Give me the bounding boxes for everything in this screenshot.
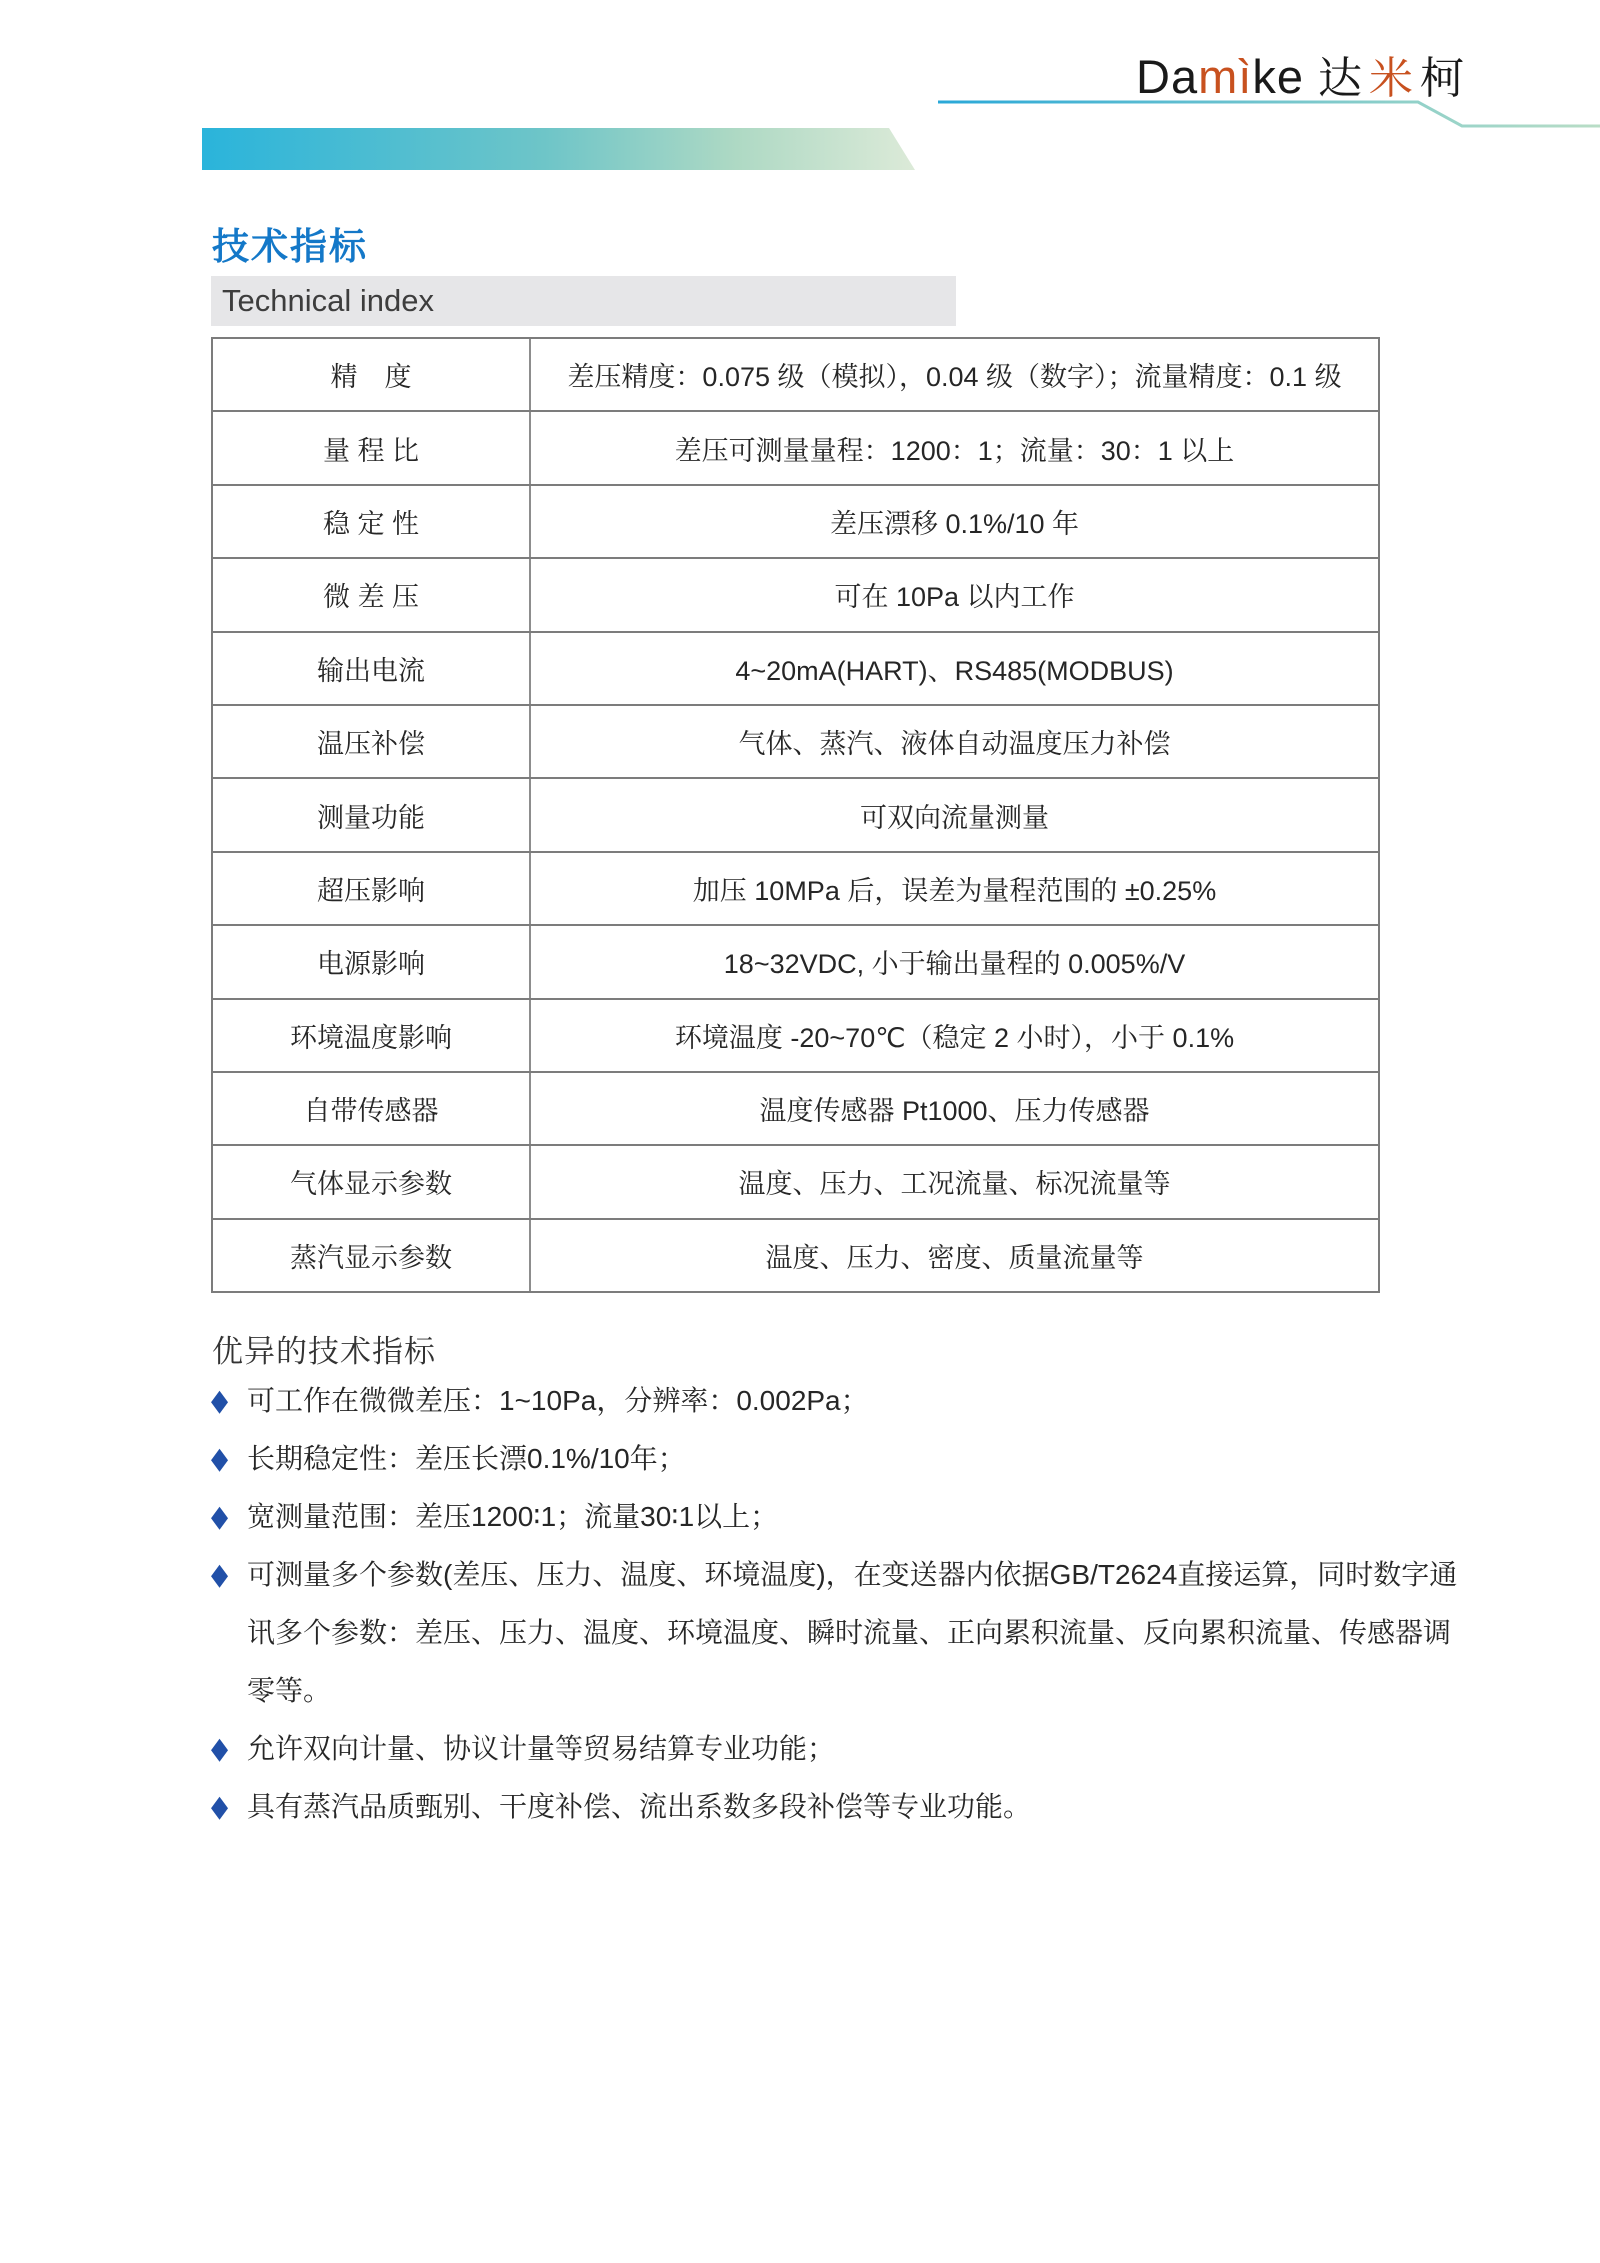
spec-label: 精 度 xyxy=(213,339,531,410)
feature-text: 可工作在微微差压：1~10Pa，分辨率：0.002Pa； xyxy=(247,1385,869,1416)
spec-table xyxy=(211,337,1380,1293)
feature-text: 允许双向计量、协议计量等贸易结算专业功能； xyxy=(247,1733,836,1764)
table-row xyxy=(213,486,1378,559)
diamond-bullet-icon: ◆ xyxy=(211,1442,229,1475)
spec-value: 差压漂移 0.1%/10 年 xyxy=(829,508,1080,539)
spec-label: 电源影响 xyxy=(213,926,531,997)
spec-label: 稳 定 性 xyxy=(213,486,531,557)
feature-item xyxy=(211,1488,1463,1546)
table-row xyxy=(213,339,1378,412)
banner-stripe xyxy=(202,128,915,170)
spec-label: 蒸汽显示参数 xyxy=(213,1220,531,1291)
table-row xyxy=(213,412,1378,485)
spec-value: 差压可测量量程：1200：1；流量：30：1 以上 xyxy=(674,435,1235,466)
logo-latin-suffix: ke xyxy=(1252,50,1304,103)
page-subtitle-band xyxy=(211,276,956,326)
logo-cn-accent: 米 xyxy=(1368,54,1420,103)
table-row xyxy=(213,1146,1378,1219)
feature-item xyxy=(211,1720,1463,1778)
logo-latin-prefix: Da xyxy=(1136,50,1199,103)
diamond-bullet-icon: ◆ xyxy=(211,1500,229,1533)
spec-label: 超压影响 xyxy=(213,853,531,924)
feature-text: 长期稳定性：差压长漂0.1%/10年； xyxy=(247,1443,686,1474)
spec-value: 可在 10Pa 以内工作 xyxy=(834,582,1075,613)
logo-cn-suffix: 柯 xyxy=(1419,54,1471,103)
table-row xyxy=(213,779,1378,852)
table-row xyxy=(213,633,1378,706)
spec-value: 4~20mA(HART)、RS485(MODBUS) xyxy=(735,655,1174,686)
features-heading: 优异的技术指标 xyxy=(212,1334,436,1369)
diamond-bullet-icon: ◆ xyxy=(211,1558,229,1591)
diamond-bullet-icon: ◆ xyxy=(211,1384,229,1417)
spec-label: 量 程 比 xyxy=(213,412,531,483)
table-row xyxy=(213,706,1378,779)
feature-text: 具有蒸汽品质甄别、干度补偿、流出系数多段补偿等专业功能。 xyxy=(247,1791,1032,1822)
logo-chinese xyxy=(1318,42,1471,106)
feature-item xyxy=(211,1430,1463,1488)
feature-list xyxy=(211,1372,1463,1836)
spec-label: 测量功能 xyxy=(213,779,531,850)
logo-latin-accent: mì xyxy=(1198,50,1253,103)
page-title: 技术指标 xyxy=(212,226,368,267)
spec-value: 温度传感器 Pt1000、压力传感器 xyxy=(759,1096,1150,1127)
brand-logo xyxy=(1136,42,1471,106)
feature-text: 宽测量范围：差压1200∶1；流量30∶1以上； xyxy=(247,1501,779,1532)
table-row xyxy=(213,1073,1378,1146)
spec-value: 温度、压力、密度、质量流量等 xyxy=(765,1242,1144,1273)
table-row xyxy=(213,926,1378,999)
table-row xyxy=(213,1000,1378,1073)
feature-text: 可测量多个参数(差压、压力、温度、环境温度)，在变送器内依据GB/T2624直接运算，同时数字通讯多个参数：差压、压力、温度、环境温度、瞬时流量、正向累积流量、反向累积流量、传感器调零等。 xyxy=(247,1559,1458,1706)
table-row xyxy=(213,559,1378,632)
table-row xyxy=(213,853,1378,926)
spec-value: 可双向流量测量 xyxy=(860,802,1049,833)
spec-label: 微 差 压 xyxy=(213,559,531,630)
logo-cn-prefix: 达 xyxy=(1317,54,1369,103)
spec-label: 输出电流 xyxy=(213,633,531,704)
spec-value: 气体、蒸汽、液体自动温度压力补偿 xyxy=(738,729,1171,760)
table-row xyxy=(213,1220,1378,1291)
logo-latin xyxy=(1136,49,1304,104)
feature-item xyxy=(211,1778,1463,1836)
spec-label: 温压补偿 xyxy=(213,706,531,777)
diamond-bullet-icon: ◆ xyxy=(211,1732,229,1765)
spec-value: 环境温度 -20~70℃（稳定 2 小时），小于 0.1% xyxy=(674,1022,1235,1053)
spec-label: 自带传感器 xyxy=(213,1073,531,1144)
feature-item xyxy=(211,1546,1463,1720)
diamond-bullet-icon: ◆ xyxy=(211,1790,229,1823)
spec-value: 差压精度：0.075 级（模拟），0.04 级（数字）；流量精度：0.1 级 xyxy=(567,362,1342,393)
page-subtitle: Technical index xyxy=(222,283,434,318)
spec-label: 环境温度影响 xyxy=(213,1000,531,1071)
spec-label: 气体显示参数 xyxy=(213,1146,531,1217)
logo-underline-decoration xyxy=(938,99,1600,131)
feature-item xyxy=(211,1372,1463,1430)
spec-value: 温度、压力、工况流量、标况流量等 xyxy=(738,1169,1171,1200)
spec-value: 加压 10MPa 后，误差为量程范围的 ±0.25% xyxy=(692,875,1217,906)
spec-value: 18~32VDC, 小于输出量程的 0.005%/V xyxy=(723,949,1186,980)
